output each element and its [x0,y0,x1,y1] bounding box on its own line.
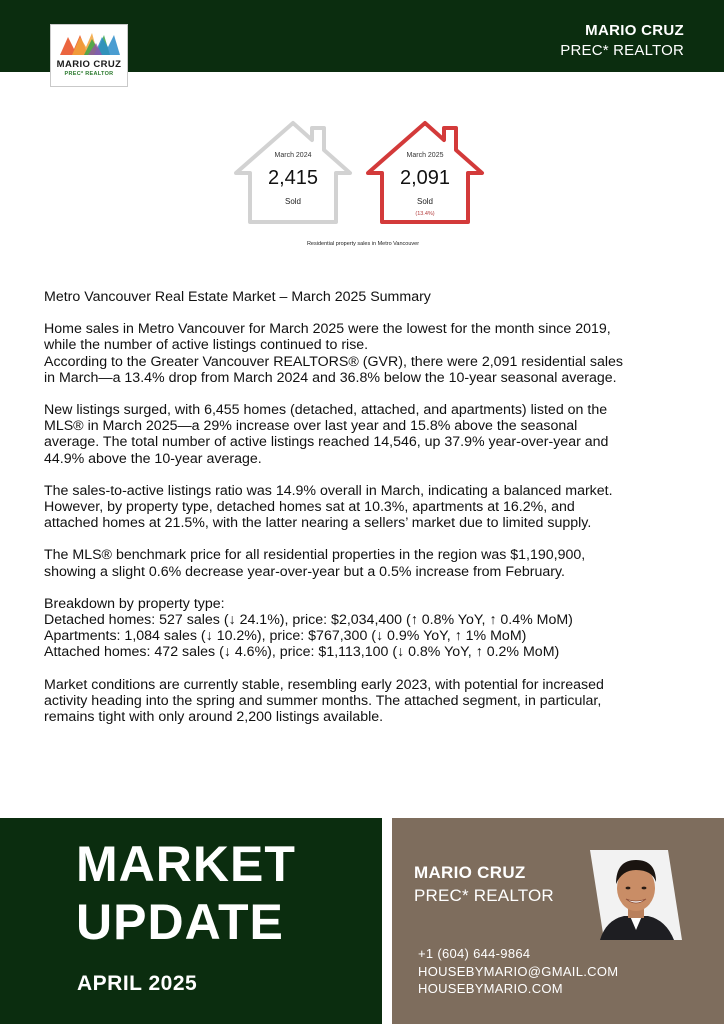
header-agent-title: PREC* REALTOR [560,42,684,59]
logo-subtitle: PREC* REALTOR [64,71,114,77]
header-agent-name: MARIO CRUZ [585,22,684,39]
text-line: MLS® in March 2025—a 29% increase over last year and 15.8% above the seasonal [44,418,578,435]
text-line: 44.9% above the 10-year average. [44,450,262,467]
text-line: while the number of active listings continued to rise. [44,337,369,354]
breakdown-attached: Attached homes: 472 sales (↓ 4.6%), price: $1,113,100 (↓ 0.8% YoY, ↑ 0.2% MoM) [44,644,560,661]
footer-phone[interactable]: +1 (604) 644-9864 [418,946,531,961]
text-line: average. The total number of active listings reached 14,546, up 37.9% year-over-year and [44,434,609,451]
text-line: According to the Greater Vancouver REALTORS® (GVR), there were 2,091 residential sales [44,353,624,370]
text-line: New listings surged, with 6,455 homes (detached, attached, and apartments) listed on the [44,402,608,419]
logo [50,24,128,87]
house-march-2024 [232,118,354,226]
logo-name: MARIO CRUZ [56,59,122,70]
footer-website[interactable]: HOUSEBYMARIO.COM [418,981,563,996]
text-line: The MLS® benchmark price for all residential properties in the region was $1,190,900, [44,547,586,564]
footer-divider [382,818,392,1024]
text-line: activity heading into the spring and summer months. The attached segment, in particular, [44,692,602,709]
sales-comparison [232,118,494,228]
house-unit: Sold [416,197,433,206]
paragraph-ratio [44,483,684,532]
text-line: in March—a 13.4% drop from March 2024 and 36.8% below the 10-year seasonal average. [44,369,617,386]
house-value: 2,091 [399,167,451,189]
footer-headline-update: UPDATE [76,894,284,950]
house-label: March 2025 [406,152,444,159]
house-unit: Sold [284,197,301,206]
paragraph-benchmark [44,547,684,579]
house-change: (13.4%) [415,211,435,217]
text-line: The sales-to-active listings ratio was 14.9% overall in March, indicating a balanced market. [44,482,613,499]
breakdown-detached: Detached homes: 527 sales (↓ 24.1%), price: $2,034,400 (↑ 0.8% YoY, ↑ 0.4% MoM) [44,612,573,629]
logo-mark-icon [58,31,122,57]
breakdown-apartments: Apartments: 1,084 sales (↓ 10.2%), price: $767,300 (↓ 0.9% YoY, ↑ 1% MoM) [44,628,527,645]
paragraph-breakdown [44,596,684,661]
article-title: Metro Vancouver Real Estate Market – March 2025 Summary [44,289,431,305]
house-march-2025 [364,118,486,226]
sales-caption: Residential property sales in Metro Vancouver [306,241,420,247]
footer-date: APRIL 2025 [77,972,198,995]
text-line: attached homes at 21.5%, with the latter nearing a sellers’ market due to limited supply. [44,515,592,532]
agent-photo-avatar [590,850,682,940]
footer-email[interactable]: HOUSEBYMARIO@GMAIL.COM [418,964,619,979]
footer-headline-market: MARKET [76,836,296,892]
text-line: Home sales in Metro Vancouver for March 2025 were the lowest for the month since 2019, [44,321,611,338]
paragraph-sales [44,321,684,386]
footer-agent-name: MARIO CRUZ [414,863,526,882]
text-line: showing a slight 0.6% decrease year-over-year but a 0.5% increase from February. [44,563,565,580]
paragraph-listings [44,402,684,467]
text-line: Market conditions are currently stable, resembling early 2023, with potential for increased [44,676,604,693]
house-value: 2,415 [267,167,319,189]
text-line: However, by property type, detached homes sat at 10.3%, apartments at 16.2%, and [44,499,575,516]
text-line: remains tight with only around 2,200 listings available. [44,709,384,726]
footer-agent-title: PREC* REALTOR [414,886,554,905]
paragraph-outlook [44,677,684,726]
breakdown-heading: Breakdown by property type: [44,595,225,612]
house-label: March 2024 [274,152,312,159]
article-body [44,289,684,725]
